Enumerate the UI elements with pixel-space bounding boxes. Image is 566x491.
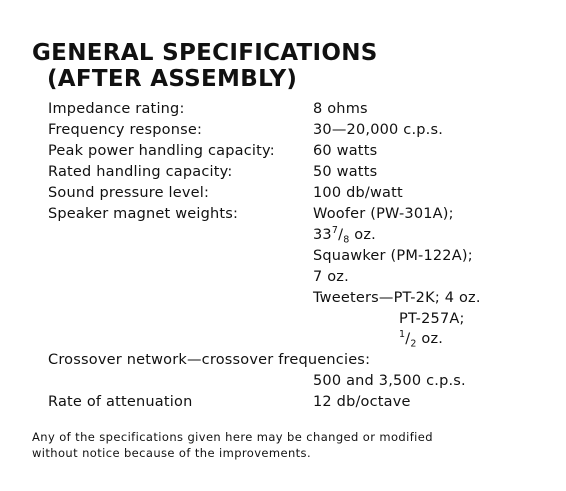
magnet-weights-label: Speaker magnet weights:: [48, 206, 239, 222]
woofer-weight-denominator: 8: [343, 234, 350, 246]
page-subtitle: (AFTER ASSEMBLY): [47, 66, 298, 92]
pt257-weight-denominator: 2: [410, 338, 417, 350]
sound-pressure-value: 100 db/watt: [313, 185, 403, 201]
squawker-value: Squawker (PM-122A);: [313, 248, 473, 264]
attenuation-value: 12 db/octave: [313, 394, 411, 410]
peak-power-label: Peak power handling capacity:: [48, 143, 275, 159]
pt257-weight: $^1/_2$ oz.: [399, 329, 444, 350]
footnote-line-2: without notice because of the improvements.: [32, 446, 312, 460]
woofer-weight-whole: 33: [313, 226, 332, 243]
woofer-weight: $33^7/_8$ oz.: [313, 225, 376, 246]
squawker-weight: 7 oz.: [313, 269, 349, 285]
woofer-weight-numerator: 7: [331, 225, 339, 236]
page-title: GENERAL SPECIFICATIONS: [32, 40, 378, 66]
rated-capacity-value: 50 watts: [313, 164, 378, 180]
frequency-value: 30—20,000 c.p.s.: [313, 122, 444, 138]
impedance-label: Impedance rating:: [48, 101, 185, 117]
peak-power-value: 60 watts: [313, 143, 378, 159]
pt257-value: PT-257A;: [399, 311, 465, 327]
pt257-weight-numerator: 1: [399, 329, 406, 340]
sound-pressure-label: Sound pressure level:: [48, 185, 210, 201]
frequency-label: Frequency response:: [48, 122, 203, 138]
pt257-weight-unit: oz.: [421, 330, 444, 347]
footnote-line-1: Any of the specifications given here may be changed or modified: [32, 430, 433, 444]
crossover-value: 500 and 3,500 c.p.s.: [313, 373, 466, 389]
impedance-value: 8 ohms: [313, 101, 368, 117]
crossover-label: Crossover network—crossover frequencies:: [48, 352, 371, 368]
rated-capacity-label: Rated handling capacity:: [48, 164, 233, 180]
woofer-weight-unit: oz.: [354, 226, 376, 243]
attenuation-label: Rate of attenuation: [48, 394, 193, 410]
tweeters-value: Tweeters—PT-2K; 4 oz.: [313, 290, 481, 306]
woofer-value: Woofer (PW-301A);: [313, 206, 454, 222]
